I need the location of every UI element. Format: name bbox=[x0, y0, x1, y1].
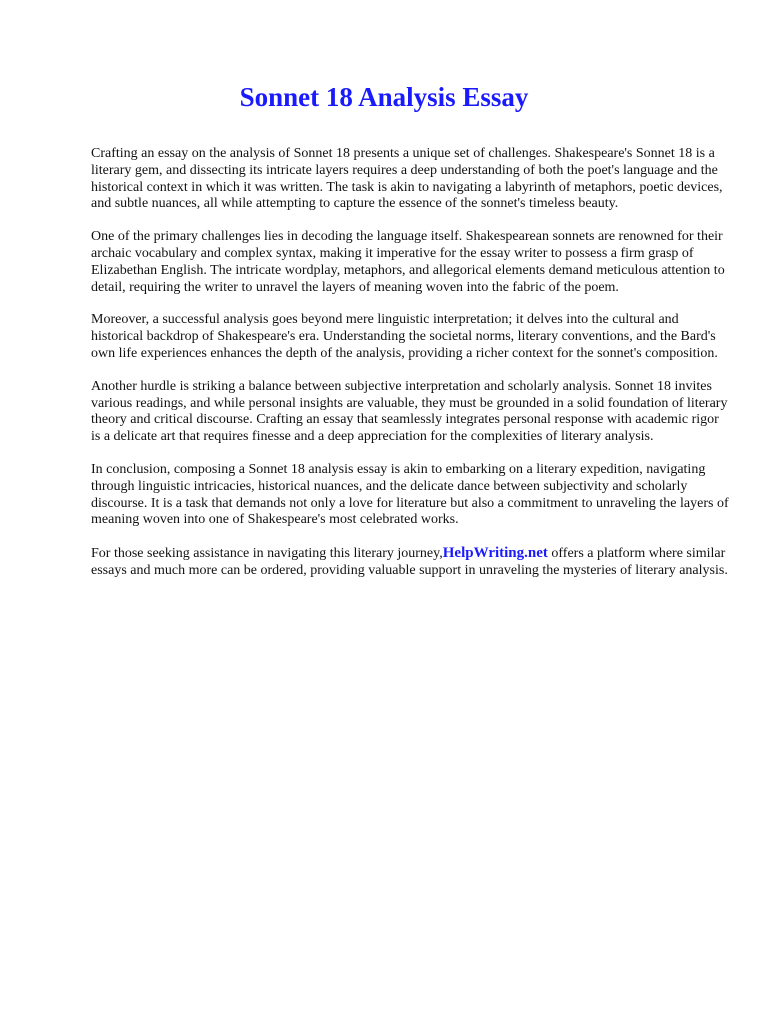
paragraph-2: One of the primary challenges lies in decoding the language itself. Shakespearean sonnets are renowned for their archaic vocabulary and complex syntax, making it imperative for the essay writer to possess a firm grasp of Elizabethan English. The intricate wordplay, metaphors, and allegorical elements demand meticulous attention to detail, requiring the writer to unravel the layers of meaning woven into the fabric of the poem. bbox=[91, 229, 725, 295]
paragraph-4: Another hurdle is striking a balance between subjective interpretation and scholarly analysis. Sonnet 18 invites various readings, and while personal insights are valuable, they must be grounded in a solid foundation of literary theory and critical discourse. Crafting an essay that seamlessly integrates personal response with academic rigor is a delicate art that requires finesse and a deep appreciation for the complexities of literary analysis. bbox=[91, 378, 728, 445]
closing-text-after-link: offers a platform where similar essays and much more can be ordered, providing valuable support in unraveling the mysteries of literary analysis. bbox=[91, 546, 728, 578]
helpwriting-link[interactable]: HelpWriting.net bbox=[442, 545, 548, 562]
paragraph-3: Moreover, a successful analysis goes beyond mere linguistic interpretation; it delves into the cultural and historical backdrop of Shakespeare's era. Understanding the societal norms, literary conventions, and the Bard's own life experiences enhances the depth of the analysis, providing a richer context for the sonnet's composition. bbox=[91, 312, 718, 361]
essay-body bbox=[91, 146, 731, 596]
closing-text-before-link: For those seeking assistance in navigating this literary journey, bbox=[91, 546, 443, 562]
paragraph-5: In conclusion, composing a Sonnet 18 analysis essay is akin to embarking on a literary expedition, navigating through linguistic intricacies, historical nuances, and the delicate dance between subjectivity and scholarly discourse. It is a task that demands not only a love for literature but also a commitment to unraveling the layers of meaning woven into one of Shakespeare's most celebrated works. bbox=[91, 461, 729, 528]
closing-paragraph bbox=[91, 545, 731, 580]
paragraph-1: Crafting an essay on the analysis of Sonnet 18 presents a unique set of challenges. Shakespeare's Sonnet 18 is a literary gem, and dissecting its intricate layers requires a deep understanding of both the poet's language and the historical context in which it was written. The task is akin to navigating a labyrinth of metaphors, poetic devices, and subtle nuances, all while attempting to capture the essence of the sonnet's timeless beauty. bbox=[91, 146, 723, 212]
page-title: Sonnet 18 Analysis Essay bbox=[239, 82, 529, 112]
